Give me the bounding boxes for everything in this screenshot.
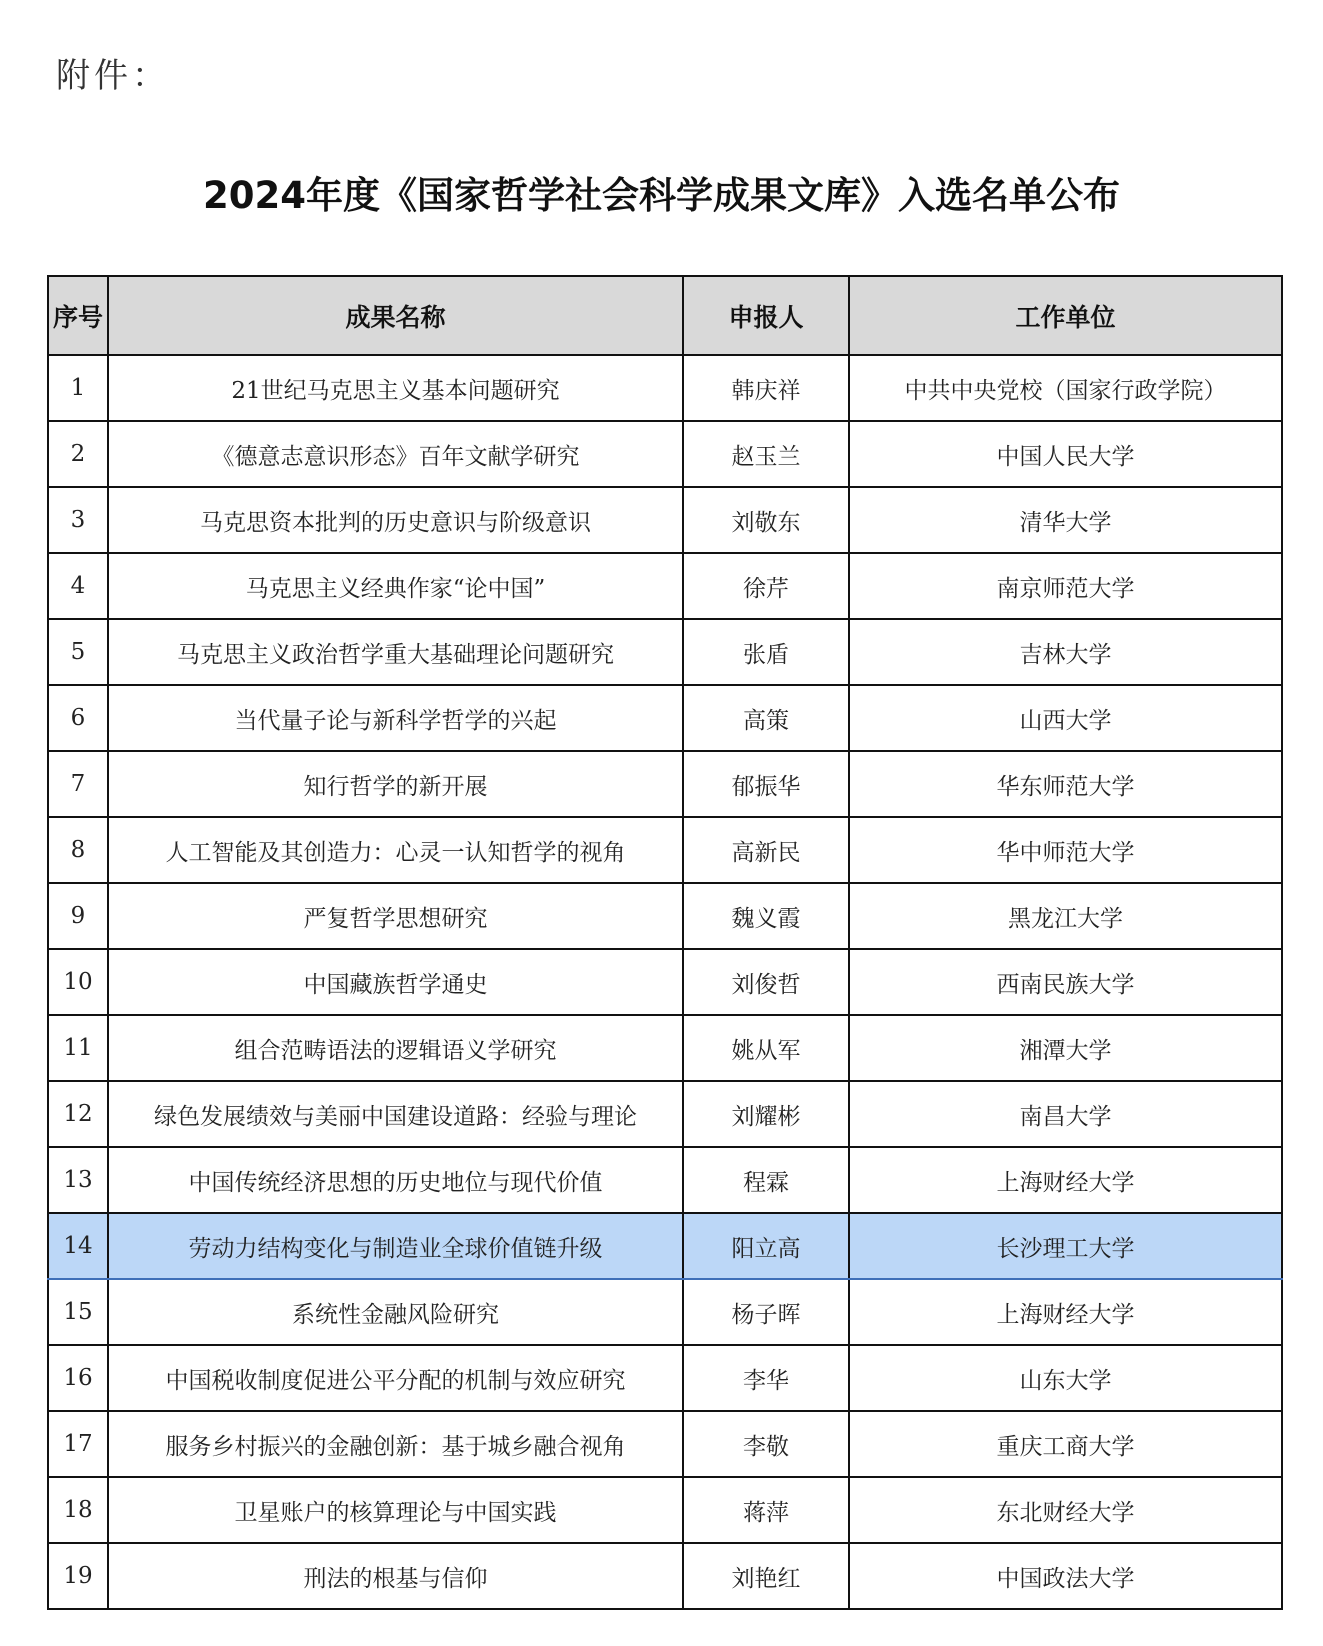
cell-name: 绿色发展绩效与美丽中国建设道路：经验与理论: [108, 1081, 683, 1147]
cell-applicant: 郁振华: [683, 751, 849, 817]
cell-index: 9: [48, 883, 108, 949]
table-row: [48, 1477, 1282, 1543]
cell-applicant: 刘敬东: [683, 487, 849, 553]
cell-applicant: 高策: [683, 685, 849, 751]
cell-name: 知行哲学的新开展: [108, 751, 683, 817]
cell-unit: 山西大学: [849, 685, 1282, 751]
cell-unit: 华东师范大学: [849, 751, 1282, 817]
cell-index: 13: [48, 1147, 108, 1213]
table-row: [48, 1411, 1282, 1477]
cell-unit: 华中师范大学: [849, 817, 1282, 883]
cell-applicant: 刘俊哲: [683, 949, 849, 1015]
cell-unit: 清华大学: [849, 487, 1282, 553]
cell-unit: 吉林大学: [849, 619, 1282, 685]
cell-unit: 西南民族大学: [849, 949, 1282, 1015]
cell-index: 10: [48, 949, 108, 1015]
table-row: [48, 751, 1282, 817]
cell-index: 3: [48, 487, 108, 553]
cell-index: 15: [48, 1279, 108, 1345]
cell-index: 4: [48, 553, 108, 619]
table-row: [48, 553, 1282, 619]
cell-index: 17: [48, 1411, 108, 1477]
cell-unit: 黑龙江大学: [849, 883, 1282, 949]
cell-index: 11: [48, 1015, 108, 1081]
table-row-highlighted: [48, 1213, 1282, 1279]
table-row: [48, 619, 1282, 685]
cell-index: 18: [48, 1477, 108, 1543]
cell-applicant: 魏义霞: [683, 883, 849, 949]
table-row: [48, 1543, 1282, 1609]
cell-name: 组合范畴语法的逻辑语义学研究: [108, 1015, 683, 1081]
cell-applicant: 阳立高: [683, 1213, 849, 1279]
attachment-label: 附件：: [56, 56, 170, 96]
cell-name: 21世纪马克思主义基本问题研究: [108, 355, 683, 421]
cell-name: 《德意志意识形态》百年文献学研究: [108, 421, 683, 487]
cell-index: 2: [48, 421, 108, 487]
cell-unit: 南京师范大学: [849, 553, 1282, 619]
cell-unit: 东北财经大学: [849, 1477, 1282, 1543]
cell-applicant: 徐芹: [683, 553, 849, 619]
cell-name: 劳动力结构变化与制造业全球价值链升级: [108, 1213, 683, 1279]
cell-name: 中国藏族哲学通史: [108, 949, 683, 1015]
cell-unit: 中共中央党校（国家行政学院）: [849, 355, 1282, 421]
cell-unit: 南昌大学: [849, 1081, 1282, 1147]
cell-applicant: 高新民: [683, 817, 849, 883]
table-row: [48, 421, 1282, 487]
cell-index: 5: [48, 619, 108, 685]
cell-applicant: 李敬: [683, 1411, 849, 1477]
cell-name: 卫星账户的核算理论与中国实践: [108, 1477, 683, 1543]
cell-unit: 上海财经大学: [849, 1147, 1282, 1213]
cell-applicant: 蒋萍: [683, 1477, 849, 1543]
header-applicant: 申报人: [683, 276, 849, 355]
cell-applicant: 李华: [683, 1345, 849, 1411]
cell-name: 系统性金融风险研究: [108, 1279, 683, 1345]
cell-name: 人工智能及其创造力：心灵一认知哲学的视角: [108, 817, 683, 883]
cell-index: 19: [48, 1543, 108, 1609]
cell-applicant: 刘耀彬: [683, 1081, 849, 1147]
cell-index: 1: [48, 355, 108, 421]
cell-applicant: 刘艳红: [683, 1543, 849, 1609]
table-row: [48, 883, 1282, 949]
cell-applicant: 韩庆祥: [683, 355, 849, 421]
cell-name: 中国税收制度促进公平分配的机制与效应研究: [108, 1345, 683, 1411]
cell-index: 16: [48, 1345, 108, 1411]
table-row: [48, 1345, 1282, 1411]
cell-unit: 上海财经大学: [849, 1279, 1282, 1345]
cell-name: 马克思资本批判的历史意识与阶级意识: [108, 487, 683, 553]
cell-applicant: 张盾: [683, 619, 849, 685]
cell-index: 14: [48, 1213, 108, 1279]
table-row: [48, 1147, 1282, 1213]
cell-applicant: 杨子晖: [683, 1279, 849, 1345]
header-index: 序号: [48, 276, 108, 355]
table-row: [48, 1015, 1282, 1081]
cell-unit: 长沙理工大学: [849, 1213, 1282, 1279]
cell-applicant: 程霖: [683, 1147, 849, 1213]
table-row: [48, 817, 1282, 883]
cell-unit: 中国政法大学: [849, 1543, 1282, 1609]
selection-list-table: [47, 275, 1283, 1610]
table-row: [48, 1081, 1282, 1147]
table-row: [48, 1279, 1282, 1345]
cell-name: 服务乡村振兴的金融创新：基于城乡融合视角: [108, 1411, 683, 1477]
cell-unit: 重庆工商大学: [849, 1411, 1282, 1477]
cell-unit: 湘潭大学: [849, 1015, 1282, 1081]
cell-name: 马克思主义政治哲学重大基础理论问题研究: [108, 619, 683, 685]
cell-index: 12: [48, 1081, 108, 1147]
table-row: [48, 949, 1282, 1015]
header-unit: 工作单位: [849, 276, 1282, 355]
cell-index: 7: [48, 751, 108, 817]
header-name: 成果名称: [108, 276, 683, 355]
table-row: [48, 355, 1282, 421]
cell-name: 中国传统经济思想的历史地位与现代价值: [108, 1147, 683, 1213]
cell-unit: 山东大学: [849, 1345, 1282, 1411]
cell-index: 6: [48, 685, 108, 751]
table-body: [48, 355, 1282, 1609]
cell-name: 当代量子论与新科学哲学的兴起: [108, 685, 683, 751]
cell-name: 严复哲学思想研究: [108, 883, 683, 949]
cell-unit: 中国人民大学: [849, 421, 1282, 487]
table-row: [48, 685, 1282, 751]
cell-applicant: 赵玉兰: [683, 421, 849, 487]
cell-index: 8: [48, 817, 108, 883]
document-title: 2024年度《国家哲学社会科学成果文库》入选名单公布: [203, 174, 1120, 217]
cell-applicant: 姚从军: [683, 1015, 849, 1081]
cell-name: 马克思主义经典作家“论中国”: [108, 553, 683, 619]
cell-name: 刑法的根基与信仰: [108, 1543, 683, 1609]
table-header-row: [48, 276, 1282, 355]
table-row: [48, 487, 1282, 553]
